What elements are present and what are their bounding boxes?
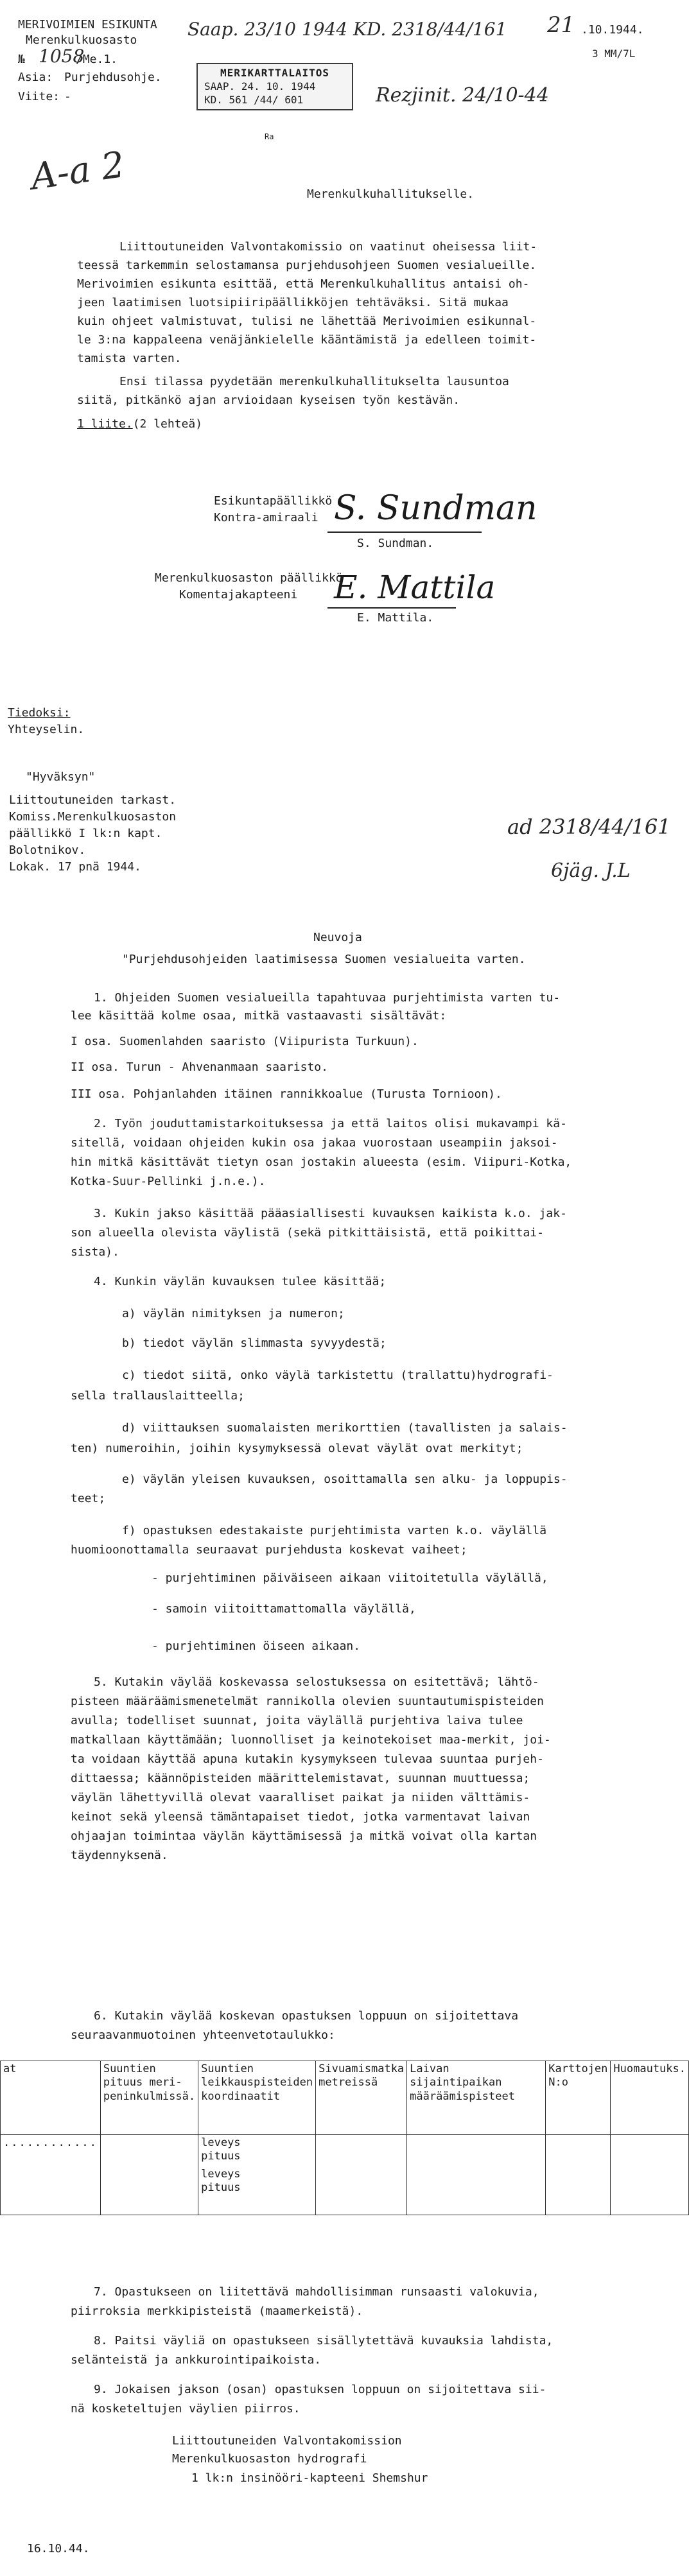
closing-line: 7. Opastukseen on liitettävä mahdollisimman runsaasti valokuvia, [94,2285,539,2299]
number-suffix: /Me.1. [76,53,118,66]
receipt-stamp [196,63,353,110]
advice-line: 6. Kutakin väylää koskevan opastuksen loppuun on sijoitettava [94,2009,519,2023]
p1-line: Liittoutuneiden Valvontakomissio on vaatinut oheisessa liit- [119,240,537,254]
p2-line: Ensi tilassa pyydetään merenkulkuhallitukselta lausuntoa [119,375,509,388]
advice-line: väylän lähettyvillä olevat vaaralliset paikat ja niiden välttämis- [71,1791,530,1804]
number-label: № [18,53,25,66]
advice-line: pisteen määräämismenetelmät rannikolla olevien suuntautumispisteiden [71,1695,544,1708]
closing-line: nä kosketeltujen väylien piirros. [71,2402,301,2416]
approval-line: Liittoutuneiden tarkast. [9,793,177,807]
p1-line: Merivoimien esikunta esittää, että Merenkulkuhallitus antaisi oh- [77,277,530,291]
advice-line: seuraavanmuotoinen yhteenvetotaulukko: [71,2028,335,2042]
table-header: Suuntien leikkauspisteiden koordinaatit [198,2061,316,2135]
org-line2: Merenkulkuosasto [26,33,137,47]
margin-note-handwritten: A-a 2 [28,144,127,198]
advice-line: huomioonottamalla seuraavat purjehdusta koskevat vaiheet; [71,1543,467,1557]
reference-value: - [64,90,71,103]
ad-handwritten: ad 2318/44/161 [507,815,671,839]
advice-line: f) opastuksen edestakaiste purjehtimista varten k.o. väylällä [122,1524,547,1537]
advice-line: dittaessa; käännöpisteiden määrittelemistavat, suunnan muuttuessa; [71,1772,530,1785]
sig2-title2: Komentajakapteeni [179,588,298,601]
table-header: Laivan sijaintipaikan määräämispisteet [407,2061,546,2135]
table-cell-coordinates [198,2135,316,2215]
advice-line: I osa. Suomenlahden saaristo (Viipurista Turkuun). [71,1035,419,1048]
p1-line: tamista varten. [77,352,182,365]
sig1-title2: Kontra-amiraali [214,511,318,524]
advice-line: a) väylän nimityksen ja numeron; [122,1307,345,1320]
closing-line: piirroksia merkkipisteistä (maamerkeistä). [71,2304,363,2318]
advice-line: teet; [71,1492,106,1505]
sig1-title1: Esikuntapäällikkö [214,494,333,508]
p1-line: kuin ohjeet valmistuvat, tulisi ne lähettää Merivoimien esikunnal- [77,315,537,328]
distribution-value: Yhteyselin. [8,723,85,736]
sig1-name: S. Sundman. [357,537,434,550]
approval-line: päällikkö I lk:n kapt. [9,827,162,840]
advice-line: son alueella olevista väylistä (sekä pitkittäisistä, että poikittai- [71,1226,544,1240]
stamp-line2: KD. 561 /44/ 601 [204,93,304,106]
org-line1: MERIVOIMIEN ESIKUNTA [18,18,157,31]
advice-line: Kotka-Suur-Pellinki j.n.e.). [71,1175,266,1188]
sign-handwritten: 6jäg. J.L [551,860,631,882]
advice-line: 1. Ohjeiden Suomen vesialueilla tapahtuvaa purjehtimista varten tu- [94,991,561,1005]
attachment-line [77,417,202,432]
table-row [1,2135,689,2215]
received-handwritten: Saap. 23/10 1944 KD. 2318/44/161 [188,19,507,40]
closing-line: selänteistä ja ankkurointipaikoista. [71,2353,322,2367]
table-header-row [1,2061,689,2135]
advice-line: täydennyksenä. [71,1849,168,1862]
advice-line: sella trallauslaitteella; [71,1389,245,1403]
closing-line: 9. Jokaisen jakson (osan) opastuksen loppuun on sijoitettava sii- [94,2383,546,2396]
advice-line: 5. Kutakin väylää koskevassa selostuksessa on esitettävä; lähtö- [94,1675,539,1689]
date-day-handwritten: 21 [547,12,575,38]
approval-line: Lokak. 17 pnä 1944. [9,860,141,874]
approval-line: Bolotnikov. [9,843,86,857]
p1-line: teessä tarkemmin selostamansa purjehdusohjeen Suomen vesialueille. [77,259,537,272]
table-cell [100,2135,198,2215]
advice-line: - samoin viitoittamattomalla väylällä, [152,1602,416,1616]
advice-line: ten) numeroihin, joihin kysymyksessä olevat väylät ovat merkityt; [71,1442,523,1455]
small-mark: Ra [265,132,274,141]
advice-line: hin mitkä käsittävät tietyn osan jostakin alueesta (esim. Viipuri-Kotka, [71,1155,572,1169]
advice-line: avulla; todelliset suunnat, joita väylällä purjehtiva laiva tulee [71,1714,523,1727]
sig2-rule [327,607,456,609]
subject-label: Asia: [18,71,53,84]
stamp-line1: SAAP. 24. 10. 1944 [204,80,316,92]
table-cell [407,2135,546,2215]
file-code: 3 MM/7L [592,48,636,60]
reference-label: Viite: [18,90,60,103]
table-cell: ............ [1,2135,101,2215]
advice-title: Neuvoja [313,931,362,944]
signature-sundman: S. Sundman [334,489,537,528]
sig2-title1: Merenkulkuosaston päällikkö [155,571,343,585]
footer-line: Liittoutuneiden Valvontakomission [172,2434,402,2448]
subject-value: Purjehdusohje. [64,71,162,84]
footer-line: Merenkulkuosaston hydrografi [172,2452,367,2466]
advice-line: c) tiedot siitä, onko väylä tarkistettu (trallattu)hydrografi- [122,1369,554,1382]
addressee: Merenkulkuhallitukselle. [307,187,475,201]
advice-line: 3. Kukin jakso käsittää pääasiallisesti kuvauksen kaikista k.o. jak- [94,1207,567,1220]
advice-line: II osa. Turun - Ahvenanmaan saaristo. [71,1060,328,1074]
table-cell [316,2135,407,2215]
table-header: Sivuamismatka metreissä [316,2061,407,2135]
table-cell [546,2135,611,2215]
table-header: Huomautuks. [611,2061,689,2135]
number-value: 1058 [39,46,85,67]
approval-quote: "Hyväksyn" [26,770,96,784]
advice-line: ta voidaan käyttää apuna kutakin kysymykseen tulevaa suuntaa purjeh- [71,1752,544,1766]
advice-line: sista). [71,1245,119,1259]
advice-line: III osa. Pohjanlahden itäinen rannikkoalue (Turusta Tornioon). [71,1087,502,1101]
advice-line: e) väylän yleisen kuvauksen, osoittamalla sen alku- ja loppupis- [122,1473,568,1486]
signature-mattila: E. Mattila [334,569,496,606]
table-header: Suuntien pituus meri-peninkulmissä. [100,2061,198,2135]
coord-label: pituus [201,2181,241,2194]
advice-line: keinot sekä yleensä tämäntapaiset tiedot, jotka varmentavat laivan [71,1810,530,1824]
sig2-name: E. Mattila. [357,611,434,625]
advice-line: 2. Työn jouduttamistarkoituksessa ja että laitos olisi mukavampi kä- [94,1117,567,1130]
advice-line: sitellä, voidaan ohjeiden kukin osa jakaa vuorostaan useampiin jaksoi- [71,1136,558,1150]
attachment: 1 liite. [77,417,133,431]
footer-date: 16.10.44. [27,2542,90,2555]
advice-line: ohjaajan toimintaa väylän käyttämisessä ja mitkä voivat olla kartan [71,1829,537,1843]
table-cell [611,2135,689,2215]
coord-label: pituus [201,2150,241,2163]
advice-line: lee käsittää kolme osaa, mitkä vastaavasti sisältävät: [71,1009,447,1023]
distribution-label: Tiedoksi: [8,706,71,720]
approval-line: Komiss.Merenkulkuosaston [9,810,177,824]
advice-line: 4. Kunkin väylän kuvauksen tulee käsittää; [94,1275,387,1288]
advice-line: b) tiedot väylän slimmasta syvyydestä; [122,1336,387,1350]
p1-line: jeen laatimisen luotsipiiripäällikköjen tehtäväksi. Sitä mukaa [77,296,509,309]
table-header: at [1,2061,101,2135]
date-suffix: .10.1944. [581,23,644,37]
advice-line: d) viittauksen suomalaisten merikorttien (tavallisten ja salais- [122,1421,568,1435]
advice-line: - purjehtiminen päiväiseen aikaan viitoitetulla väylällä, [152,1571,548,1585]
stamp-title: MERIKARTTALAITOS [220,67,330,79]
registered-handwritten: Rezjinit. 24/10-44 [376,84,549,107]
advice-subtitle: "Purjehdusohjeiden laatimisessa Suomen vesialueita varten. [122,953,526,966]
attachment-note: (2 lehteä) [132,417,203,431]
footer-line: 1 lk:n insinööri-kapteeni Shemshur [191,2471,428,2485]
advice-line: matkallaan käyttämään; luonnolliset ja keinotekoiset maa-merkit, joi- [71,1733,551,1747]
table-header: Karttojen N:o [546,2061,611,2135]
advice-line: - purjehtiminen öiseen aikaan. [152,1639,361,1653]
p1-line: le 3:na kappaleena venäjänkielelle kääntämistä ja edelleen toimit- [77,333,537,347]
summary-table [0,2061,689,2215]
closing-line: 8. Paitsi väyliä on opastukseen sisällytettävä kuvauksia lahdista, [94,2334,554,2347]
coord-label: leveys [201,2167,241,2181]
coord-label: leveys [201,2136,241,2149]
p2-line: siitä, pitkänkö ajan arvioidaan kyseisen työn kestävän. [77,393,460,407]
sig1-rule [327,532,482,533]
